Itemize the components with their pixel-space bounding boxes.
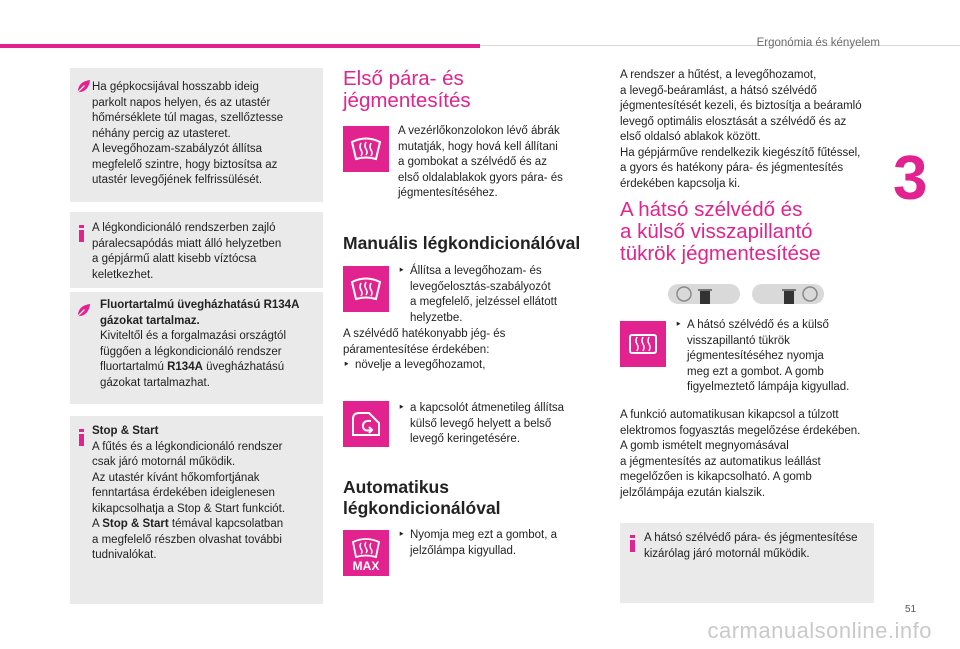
note-line: néhány percig az utasteret. <box>92 127 231 140</box>
text-line: első oldalablakok gyors pára- és <box>398 171 563 184</box>
auto-bullet <box>398 528 588 559</box>
recirculation-button-icon <box>343 401 389 447</box>
auto-ac-heading <box>343 477 501 519</box>
bullet-line <box>398 401 588 417</box>
note-line: csak járó motornál működik. <box>92 456 236 468</box>
heading-line: tükrök jégmentesítése <box>620 242 821 265</box>
info-icon <box>79 225 84 242</box>
bullet-arrow-icon: ‣ <box>398 265 405 277</box>
note-line: páralecsapódás miatt álló helyzetben <box>92 237 282 250</box>
bullet-text: a megfelelő, jelzéssel ellátott <box>410 296 558 308</box>
text-line: levegő optimális elosztását a szélvédő és az <box>620 115 847 128</box>
note-title: Fluortartalmú üvegházhatású R134A <box>100 299 300 311</box>
text-line: a gombokat a szélvédő és az <box>398 156 547 168</box>
bullet-arrow-icon: ‣ <box>675 319 682 331</box>
text-line: a levegő-beáramlást, a hátsó szélvédő <box>620 84 817 97</box>
note-title: Stop & Start <box>92 425 159 437</box>
text-line: páramentesítése érdekében: <box>343 343 490 356</box>
note-line: megfelelő szintre, hogy biztosítsa az <box>92 158 278 171</box>
text-line: megelőzően is kikapcsolható. A gomb <box>620 471 812 483</box>
max-defrost-button-icon <box>343 530 389 576</box>
bullet-arrow-icon: ‣ <box>343 359 350 371</box>
rear-window-defrost-icon <box>620 321 666 367</box>
note-line: A hátsó szélvédő pára- és jégmentesítése <box>644 532 858 544</box>
text-line: mutatják, hogy hová kell állítani <box>398 140 558 153</box>
bullet-arrow-icon: ‣ <box>398 529 405 541</box>
recirculation-bullet <box>398 401 588 448</box>
heading-line: A hátsó szélvédő és <box>620 198 803 221</box>
bullet-text: jelzőlámpa kigyullad. <box>410 544 517 557</box>
bullet-text: A hátsó szélvédő és a külső <box>687 319 829 331</box>
watermark: carmanualsonline.info <box>707 618 932 643</box>
control-panel-illustration <box>668 280 828 308</box>
text-line: első oldalsó ablakok között. <box>620 131 761 143</box>
note-text: témával kapcsolatban <box>168 518 284 530</box>
note-line: tudnivalókat. <box>92 549 157 561</box>
note-text: fluortartalmú <box>100 361 168 373</box>
manual-text <box>343 327 593 374</box>
text-line: elektromos fogyasztás megelőzése érdekében. <box>620 424 861 437</box>
chapter-number: 3 <box>893 144 928 213</box>
text-line: jelzőlámpája ezután kialszik. <box>620 486 766 499</box>
rear-defrost-bullet <box>675 318 880 396</box>
bullet-line <box>675 318 880 334</box>
leaf-icon <box>76 303 91 318</box>
note-line: Az utastér kívánt hőkomfortjának <box>92 471 260 484</box>
text-line: jégmentesítését kezeli, és biztosítja a beáramló <box>620 100 862 112</box>
text-line: érdekében kapcsolja ki. <box>620 177 741 190</box>
text-line: jégmentesítéséhez. <box>398 187 498 199</box>
note-line: a gépjármű alatt kisebb víztócsa <box>92 253 257 265</box>
note-line <box>100 360 311 376</box>
heading-line: jégmentesítés <box>343 89 471 112</box>
bullet-line <box>398 264 588 280</box>
text-line: a gyors és hatékony pára- és jégmentesítés <box>620 162 844 174</box>
windscreen-defrost-icon <box>343 126 389 172</box>
bullet-text: levegőelosztás-szabályozót <box>410 280 551 293</box>
bullet-text: a kapcsolót átmenetileg állítsa <box>410 402 565 414</box>
note-line: A légkondicionáló rendszerben zajló <box>92 222 276 234</box>
note-line: A levegőhozam-szabályzót állítsa <box>92 143 263 155</box>
bullet-text: Állítsa a levegőhozam- és <box>410 265 542 277</box>
text-line: A gomb ismételt megnyomásával <box>620 440 789 452</box>
heading-line: Automatikus <box>343 477 449 497</box>
text-line: A szélvédő hatékonyabb jég- és <box>343 328 506 340</box>
info-icon <box>79 429 84 446</box>
bullet-text: növelje a levegőhozamot, <box>355 359 486 371</box>
note-text: A <box>92 518 103 530</box>
header-divider <box>480 45 960 46</box>
note-line: utastér levegőjének felfrissülését. <box>92 174 263 186</box>
note-line: keletkezhet. <box>92 268 154 281</box>
bullet-text: jégmentesítéséhez nyomja <box>687 350 824 362</box>
info-note-rear-demist <box>620 523 874 603</box>
bullet-text: Nyomja meg ezt a gombot, a <box>410 529 558 541</box>
info-note-stop-start <box>70 416 323 604</box>
bullet-text: figyelmeztető lámpája kigyullad. <box>687 381 850 393</box>
air-recirculation-icon <box>343 401 389 447</box>
heading-line: a külső visszapillantó <box>620 220 813 243</box>
front-demist-intro <box>398 124 588 202</box>
page-number: 51 <box>905 604 917 615</box>
bullet-text: levegő keringetésére. <box>410 433 520 445</box>
stop-start-label: Stop & Start <box>102 518 169 530</box>
bullet-line <box>398 528 588 544</box>
front-demist-button-icon <box>343 126 389 172</box>
bullet-text: visszapillantó tükrök <box>687 334 790 347</box>
note-line: Ha gépkocsijával hosszabb ideig <box>92 81 259 93</box>
section-title: Ergonómia és kényelem <box>756 37 880 49</box>
note-line: parkolt napos helyen, és az utastér <box>92 96 271 109</box>
text-line: A rendszer a hűtést, a levegőhozamot, <box>620 69 817 81</box>
eco-note-refrigerant <box>70 292 323 404</box>
heading-line: Első pára- és <box>343 67 464 90</box>
note-line: a megfelelő részben olvashat további <box>92 533 282 546</box>
leaf-icon <box>76 79 91 94</box>
bullet-line <box>343 358 593 374</box>
note-line <box>92 517 311 533</box>
manual-defrost-button-icon <box>343 266 389 312</box>
header-accent-bar <box>0 44 480 48</box>
ac-system-description <box>620 68 885 192</box>
info-note-condensation <box>70 212 323 288</box>
note-line: függően a légkondicionáló rendszer <box>100 345 282 358</box>
manual-bullet <box>398 264 588 326</box>
bullet-arrow-icon: ‣ <box>398 402 405 414</box>
manual-ac-heading: Manuális légkondicionálóval <box>343 233 581 253</box>
rear-defrost-text <box>620 408 885 501</box>
bullet-text: külső levegő helyett a belső <box>410 417 552 430</box>
info-icon <box>630 535 635 552</box>
rear-demist-heading <box>620 199 821 265</box>
note-line: kizárólag járó motornál működik. <box>644 547 810 560</box>
note-text: üvegházhatású <box>202 361 285 373</box>
note-line: fenntartása érdekében ideiglenesen <box>92 487 275 499</box>
text-line: A funkció automatikusan kikapcsol a túlzott <box>620 409 839 421</box>
note-line: kikapcsolhatja a Stop & Start funkciót. <box>92 502 286 515</box>
note-line: Kiviteltől és a forgalmazási országtól <box>100 330 286 342</box>
front-demist-heading <box>343 68 471 112</box>
note-line: gázokat tartalmazhat. <box>100 376 210 389</box>
text-line: a jégmentesítés az automatikus leállást <box>620 455 821 468</box>
note-line: A fűtés és a légkondicionáló rendszer <box>92 440 283 453</box>
text-line: A vezérlőkonzolokon lévő ábrák <box>398 125 560 137</box>
heading-line: légkondicionálóval <box>343 498 501 518</box>
text-line: Ha gépjárműve rendelkezik kiegészítő fűtéssel, <box>620 146 861 159</box>
rear-defrost-button-icon <box>620 321 666 367</box>
note-title: gázokat tartalmaz. <box>100 314 200 327</box>
note-line: hőmérséklete túl magas, szellőztesse <box>92 112 284 124</box>
windscreen-defrost-icon <box>343 266 389 312</box>
max-label: MAX <box>352 559 380 573</box>
eco-note-ventilation <box>70 68 323 202</box>
bullet-text: helyzetbe. <box>410 311 463 324</box>
bullet-text: meg ezt a gombot. A gomb <box>687 365 824 378</box>
refrigerant-code: R134A <box>167 361 203 373</box>
